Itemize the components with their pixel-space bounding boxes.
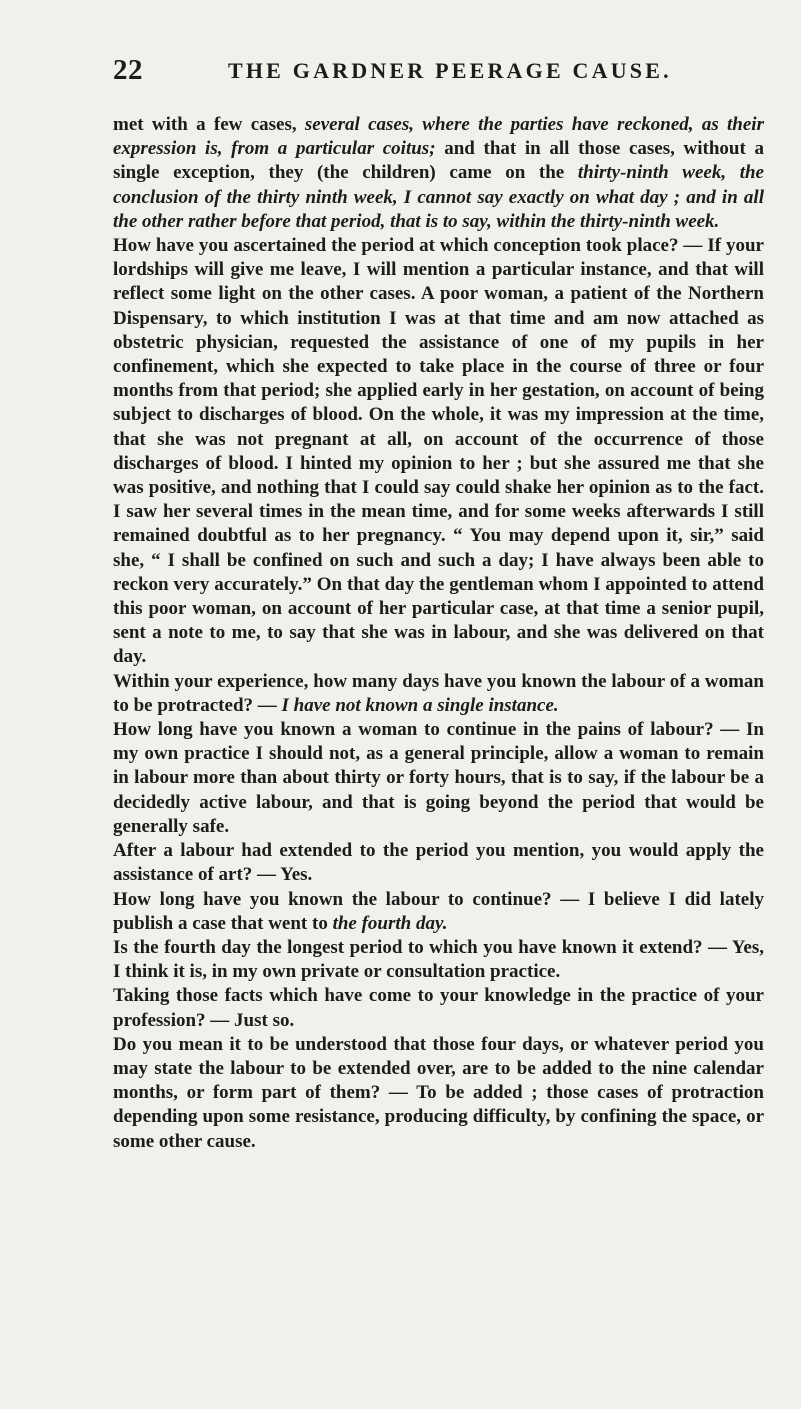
text-run: After a labour had extended to the period you mention, you would apply the assistance of art? — Yes. — [113, 840, 764, 886]
italic-text: the fourth day. — [332, 912, 448, 934]
text-run: How have you ascertained the period at which conception took place? — If your lordships will give me leave, I will mention a particular instance, and that will reflect some light on the other cases. A poor woman, a patient of the Northern Dispensary, to which institution I was at that time and am now attached as obstetric physician, requested the assistance of one of my pupils in her confinement, which she expected to take place in the course of three or four months from that period; she applied early in her gestation, on account of being subject to discharges of blood. On the whole, it was my impression at the time, that she was not pregnant at all, on account of the occurrence of those discharges of blood. I hinted my opinion to her ; but she assured me that she was positive, and nothing that I could say could shake her opinion as to the fact. I saw her several times in the mean time, and for some weeks afterwards I still remained doubtful as to her pregnancy. “ You may depend upon it, sir,” said she, “ I shall be confined on such and such a day; I have always been able to reckon very accurately.” On that day the gentleman whom I appointed to attend this poor woman, on account of her particular case, at that time a senior pupil, sent a note to me, to say that she was in labour, and she was delivered on that day. — [113, 235, 764, 668]
text-run: Taking those facts which have come to your knowledge in the practice of your profession? — Just so. — [113, 985, 764, 1031]
body-text — [113, 113, 764, 1154]
page-header — [113, 54, 753, 94]
text-run: How long have you known a woman to continue in the pains of labour? — In my own practice I should not, as a general principle, allow a woman to remain in labour more than about thirty or forty hours, that is to say, if the labour be a decidedly active labour, and that is going beyond the period that would be generally safe. — [113, 719, 764, 837]
running-title: THE GARDNER PEERAGE CAUSE. — [228, 58, 672, 83]
page-number: 22 — [113, 54, 143, 86]
italic-text: several cases, where the parties have reckoned, as their expression is, from a particular coitus; — [113, 114, 764, 160]
italic-text: thirty-ninth week, the conclusion of the thirty ninth week, I cannot say exactly on what day ; and in all the other rather before that period, that is to say, within the thirty-ninth week. — [113, 162, 764, 232]
paragraph — [113, 1033, 764, 1154]
text-run: Do you mean it to be understood that those four days, or whatever period you may state the labour to be extended over, are to be added to the nine calendar months, or form part of them? — To be added ; those cases of protraction depending upon some resistance, producing difficulty, by confining the space, or some other cause. — [113, 1033, 764, 1152]
paragraph — [113, 113, 764, 234]
text-run: met with a few cases, — [113, 114, 305, 135]
paragraph — [113, 670, 764, 718]
paragraph — [113, 936, 764, 984]
text-run: Within your experience, how many days have you known the labour of a woman to be protracted? — — [113, 670, 764, 716]
paragraph — [113, 888, 764, 936]
paragraph — [113, 234, 764, 670]
paragraph — [113, 718, 764, 839]
paragraph — [113, 984, 764, 1032]
text-run: Is the fourth day the longest period to which you have known it extend? — Yes, I think it is, in my own private or consultation practice. — [113, 936, 764, 983]
text-run: How long have you known the labour to continue? — I believe I did lately publish a case that went to — [113, 888, 764, 934]
italic-text: I have not known a single instance. — [281, 694, 559, 716]
paragraph — [113, 839, 764, 887]
text-run: and that in all those cases, without a single exception, they (the children) came on the — [113, 138, 764, 184]
